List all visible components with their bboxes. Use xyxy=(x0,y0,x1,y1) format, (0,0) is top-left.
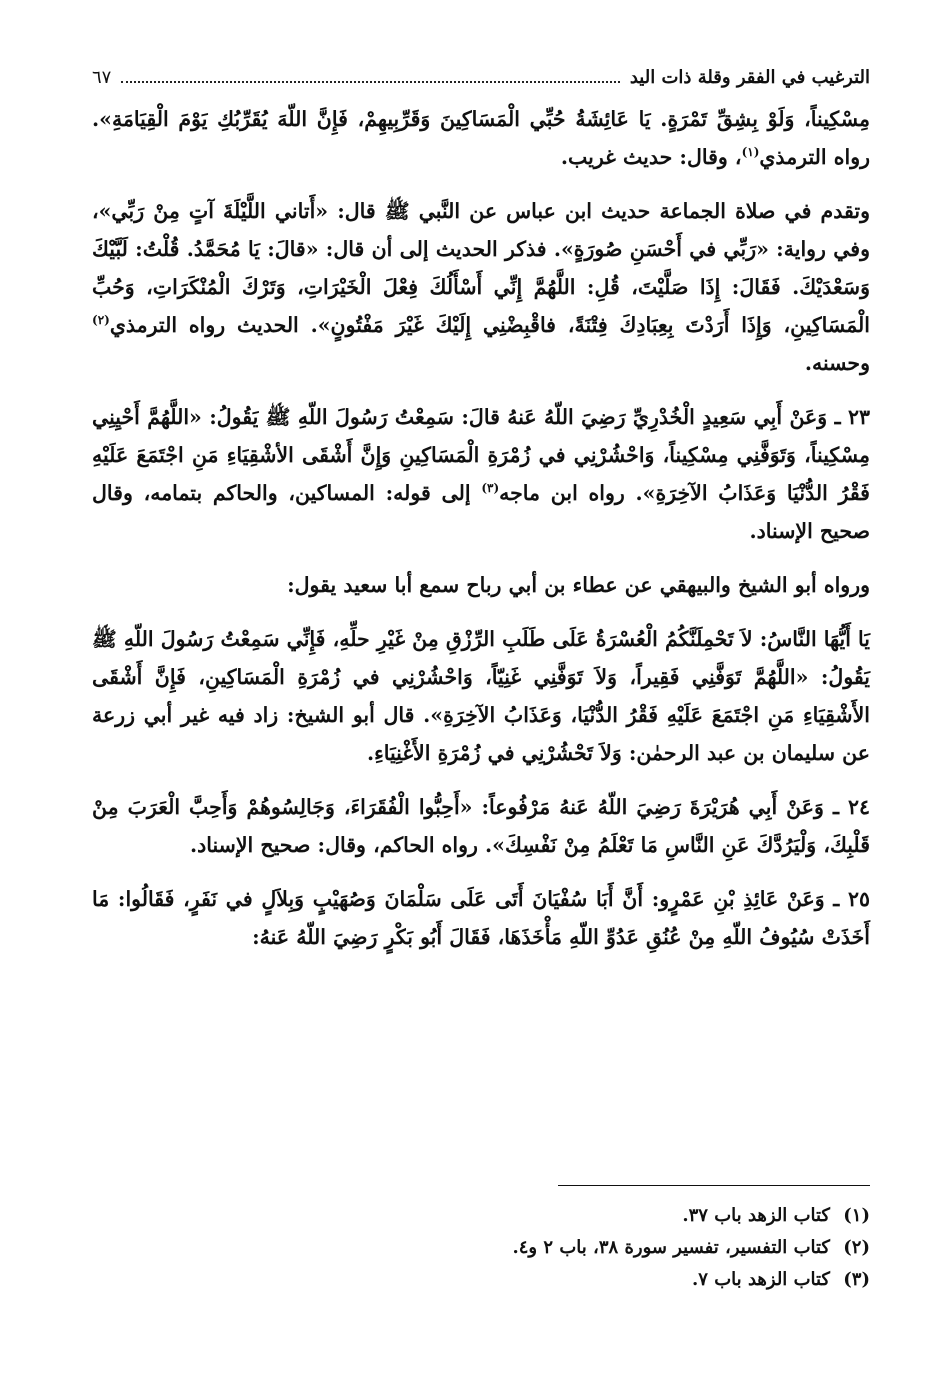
paragraph-text: مِسْكِيناً، وَلَوْ بِشِقِّ تَمْرَةٍ. يَا عَائِشَةُ حُبِّي الْمَسَاكِينَ وَقَرِّبِيهِمْ، فَإِنَّ اللّهَ يُقَرِّبُكِ يَوْمَ الْقِيَامَةِ». رواه الترمذي xyxy=(92,107,870,169)
footnote-text: كتاب التفسير، تفسير سورة ٣٨، باب ٢ و٤. xyxy=(512,1237,830,1258)
paragraph-text: وَعَنْ أَبِي هُرَيْرَةَ رَضِيَ اللّهُ عَنهُ مَرْفُوعاً: «أَحِبُّوا الْفُقَرَاءَ، وَجَالِسُوهُمْ وَأَحِبَّ الْعَرَبَ مِنْ قَلْبِكَ، وَلْيَرُدَّكَ عَنِ النَّاسِ مَا تَعْلَمُ مِنْ نَفْسِكَ». رواه الحاكم، وقال: صحيح الإسناد. xyxy=(92,795,870,857)
chapter-title: الترغيب في الفقر وقلة ذات اليد xyxy=(629,67,870,88)
footnote-mark: (٢) xyxy=(843,1237,870,1258)
paragraph xyxy=(92,192,870,382)
hadith-25 xyxy=(92,880,870,956)
footnote-reference: (٢) xyxy=(92,313,110,328)
paragraph-text: يَا أَيُّهَا النَّاسُ: لاَ تَحْمِلَنَّكُمُ الْعُسْرَةُ عَلَى طَلَبِ الرِّزْقِ مِنْ غَيْرِ حلِّهِ، فَإِنِّي سَمِعْتُ رَسُولَ اللّهِ ﷺ يَقُولُ: «اللَّهُمَّ تَوَفَّنِي فَقِيراً، وَلاَ تَوَفَّنِي غَنِيّاً، وَاحْشُرْنِي في زُمْرَةِ الْمَسَاكِينِ، فَإِنَّ أَشْقَى الأَشْقِيَاءِ مَنِ اجْتَمَعَ عَلَيْهِ فَقْرُ الدُّنْيَا، وَعَذَابُ الآخِرَةِ». قال أبو الشيخ: زاد فيه غير أبي زرعة عن سليمان بن عبد الرحمٰن: وَلاَ تَحْشُرْنِي في زُمْرَةِ الأَغْنِيَاءِ. xyxy=(92,627,870,765)
paragraph-text: وَعَنْ عَائِذِ بْنِ عَمْرٍو: أَنَّ أَبَا سُفْيَانَ أَتَى عَلَى سَلْمَانَ وَصُهَيْبٍ وَبِلاَلٍ في نَفَرٍ، فَقَالُوا: مَا أَخَذَتْ سُيُوفُ اللّهِ مِنْ عُنُقِ عَدُوِّ اللّهِ مَأْخَذَهَا، فَقَالَ أَبُو بَكْرٍ رَضِيَ اللّهُ عَنهُ: xyxy=(92,887,870,949)
footnote xyxy=(92,1232,870,1264)
hadith-23 xyxy=(92,398,870,550)
paragraph xyxy=(92,620,870,772)
footnote-reference: (١) xyxy=(741,145,760,160)
running-header xyxy=(92,60,870,90)
body-text xyxy=(92,100,870,956)
hadith-number: ٢٤ ـ xyxy=(832,795,870,819)
paragraph-text: وتقدم في صلاة الجماعة حديث ابن عباس عن النَّبي ﷺ قال: «أَتاني اللَّيْلَةَ آتٍ مِنْ رَبِّي»، وفي رواية: «رَبِّي في أَحْسَنِ صُورَةٍ». فذكر الحديث إلى أن قال: «قالَ: يَا مُحَمَّدُ. قُلْتُ: لَبَّيْكَ وَسَعْدَيْكَ. فَقَالَ: إِذَا صَلَّيْتَ، قُلِ: اللَّهُمَّ إِنِّي أَسْأَلُكَ فِعْلَ الْخَيْرَاتِ، وَتَرْكَ الْمُنْكَرَاتِ، وَحُبِّ الْمَسَاكِينِ، وَإِذَا أَرَدْتَ بِعِبَادِكَ فِتْنَةً، فاقْبِضْنِي إِلَيْكَ غَيْرَ مَفْتُونٍ». الحديث رواه الترمذي xyxy=(92,199,870,337)
footnote-reference: (٣) xyxy=(481,481,500,496)
footnote xyxy=(92,1264,870,1296)
hadith-number: ٢٥ ـ xyxy=(833,887,870,911)
paragraph xyxy=(92,566,870,604)
footnote-text: كتاب الزهد باب ٣٧. xyxy=(682,1205,830,1226)
footnote-text: كتاب الزهد باب ٧. xyxy=(692,1269,830,1290)
footnotes xyxy=(92,1200,870,1296)
paragraph-text: وَعَنْ أَبِي سَعِيدٍ الْخُدْرِيِّ رَضِيَ اللّهُ عَنهُ قالَ: سَمِعْتُ رَسُولَ اللّهِ ﷺ يَقُولُ: «اللَّهُمَّ أَحْيِنِي مِسْكِيناً، وَتَوَفَّنِي مِسْكِيناً، وَاحْشُرْنِي في زُمْرَةِ الْمَسَاكِينِ وَإِنَّ أَشْقَى الأشْقِيَاءِ مَنِ اجْتَمَعَ عَلَيْهِ فَقْرُ الدُّنْيَا وَعَذَابُ الآخِرَةِ». رواه ابن ماجه xyxy=(92,405,870,505)
header-dot-leader xyxy=(121,81,619,83)
hadith-number: ٢٣ ـ xyxy=(834,405,870,429)
paragraph-text-continued: وحسنه. xyxy=(804,351,870,375)
page-number: ٦٧ xyxy=(92,67,112,88)
footnote-separator xyxy=(558,1185,870,1186)
footnote xyxy=(92,1200,870,1232)
hadith-24 xyxy=(92,788,870,864)
book-page xyxy=(92,60,870,1340)
footnote-mark: (٣) xyxy=(843,1269,870,1290)
paragraph-text-continued: إلى قوله: المساكين، والحاكم بتمامه، وقال صحيح الإسناد. xyxy=(92,481,870,543)
footnote-mark: (١) xyxy=(843,1205,870,1226)
paragraph-text: ورواه أبو الشيخ والبيهقي عن عطاء بن أبي رباح سمع أبا سعيد يقول: xyxy=(287,573,870,597)
paragraph-text-continued: ، وقال: حديث غريب. xyxy=(560,145,742,169)
paragraph xyxy=(92,100,870,176)
